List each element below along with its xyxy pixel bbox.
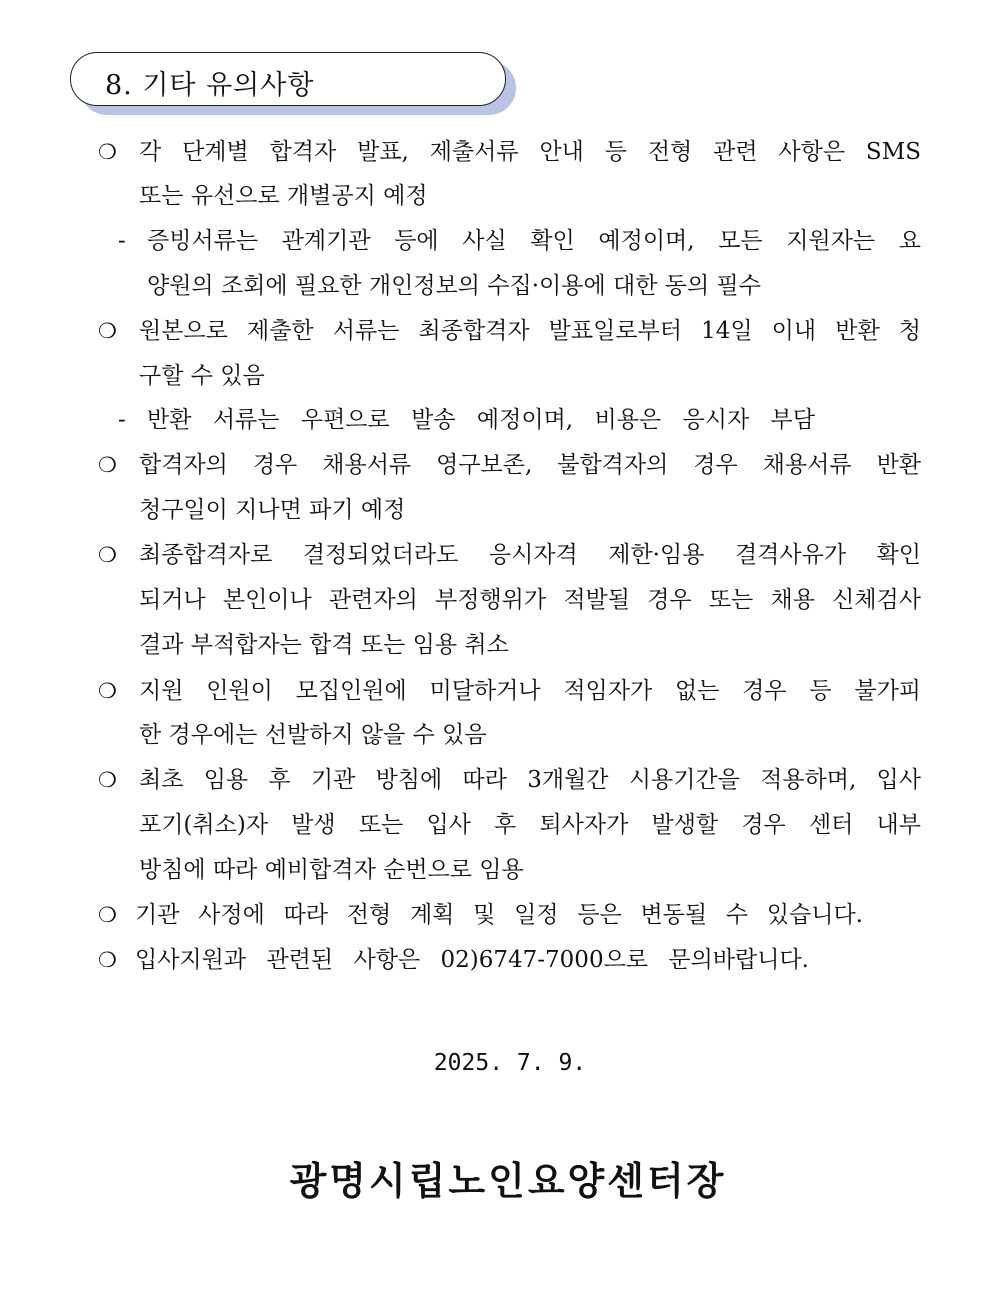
bullet-icon: ❍: [98, 319, 117, 343]
notice-1-sub-line-2: 양원의 조회에 필요한 개인정보의 수집·이용에 대한 동의 필수: [147, 273, 761, 299]
notice-8-line-1: 입사지원과 관련된 사항은 02)6747-7000으로 문의바랍니다.: [135, 947, 809, 973]
bullet-icon: ❍: [98, 543, 117, 567]
notice-1-line-2: 또는 유선으로 개별공지 예정: [139, 183, 428, 209]
notice-1-sub-line-1: 증빙서류는 관계기관 등에 사실 확인 예정이며, 모든 지원자는 요: [147, 228, 921, 254]
notice-4-line-3: 결과 부적합자는 합격 또는 임용 취소: [139, 632, 509, 658]
document-date: 2025. 7. 9.: [433, 1050, 587, 1076]
notice-6-line-1: 최초 임용 후 기관 방침에 따라 3개월간 시용기간을 적용하며, 입사: [139, 767, 921, 793]
bullet-icon: ❍: [98, 679, 117, 703]
notice-6-line-3: 방침에 따라 예비합격자 순번으로 임용: [139, 857, 524, 883]
bullet-icon: ❍: [98, 903, 117, 927]
issuer-signature: 광명시립노인요양센터장: [289, 1158, 727, 1203]
notice-2-sub-line-1: 반환 서류는 우편으로 발송 예정이며, 비용은 응시자 부담: [147, 407, 815, 433]
notice-5-line-1: 지원 인원이 모집인원에 미달하거나 적임자가 없는 경우 등 불가피: [139, 678, 921, 704]
bullet-icon: ❍: [98, 453, 117, 477]
notice-2-line-2: 구할 수 있음: [139, 363, 265, 389]
notice-3-line-2: 청구일이 지나면 파기 예정: [139, 497, 406, 523]
bullet-icon: ❍: [98, 768, 117, 792]
notice-6-line-2: 포기(취소)자 발생 또는 입사 후 퇴사자가 발생할 경우 센터 내부: [139, 812, 921, 838]
notice-3-line-1: 합격자의 경우 채용서류 영구보존, 불합격자의 경우 채용서류 반환: [139, 452, 921, 478]
notice-4-line-2: 되거나 본인이나 관련자의 부정행위가 적발될 경우 또는 채용 신체검사: [139, 587, 921, 613]
notice-4-line-1: 최종합격자로 결정되었더라도 응시자격 제한·임용 결격사유가 확인: [139, 542, 921, 568]
dash-icon: -: [118, 407, 126, 433]
bullet-icon: ❍: [98, 140, 117, 164]
section-title: 8. 기타 유의사항: [105, 70, 315, 101]
dash-icon: -: [118, 228, 126, 254]
section-header-box: [70, 52, 506, 106]
bullet-icon: ❍: [98, 948, 117, 972]
section-header: [70, 52, 506, 106]
notice-5-line-2: 한 경우에는 선발하지 않을 수 있음: [139, 722, 487, 748]
notice-1-line-1: 각 단계별 합격자 발표, 제출서류 안내 등 전형 관련 사항은 SMS: [139, 139, 921, 165]
notice-7-line-1: 기관 사정에 따라 전형 계획 및 일정 등은 변동될 수 있습니다.: [135, 902, 863, 928]
notice-2-line-1: 원본으로 제출한 서류는 최종합격자 발표일로부터 14일 이내 반환 청: [139, 318, 921, 344]
